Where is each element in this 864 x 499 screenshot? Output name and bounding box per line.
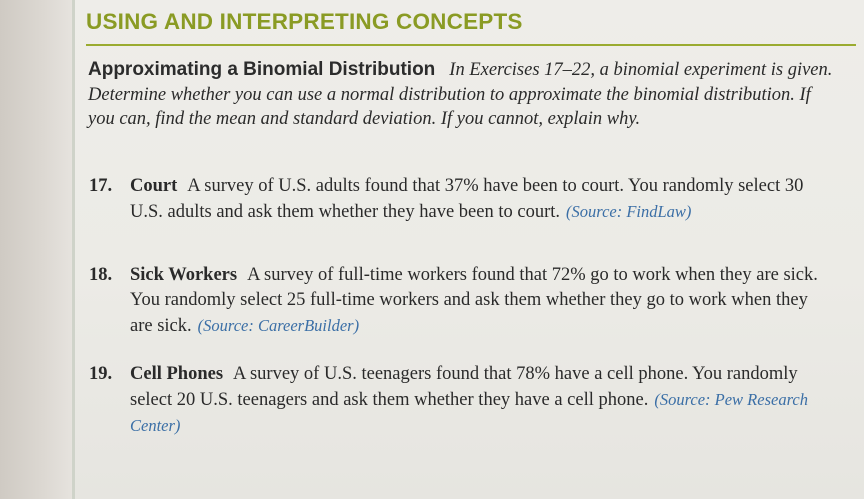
exercise-text: A survey of full-time workers found that 72% go to work when they are sick. You randomly select 25 full-time workers and ask them whether they go to work when they are sick.: [130, 265, 818, 336]
title-divider: [86, 44, 856, 46]
exercise-text: A survey of U.S. teenagers found that 78% have a cell phone. You randomly select 20 U.S. teenagers and ask them whether they have a cell phone.: [130, 364, 798, 410]
exercise-panel: [72, 0, 864, 499]
exercise-item: [89, 263, 829, 339]
exercise-body: [130, 263, 829, 339]
exercise-number: 18.: [89, 265, 113, 285]
exercise-name: Cell Phones: [130, 364, 224, 384]
exercise-source: (Source: Pew Research Center): [130, 390, 808, 435]
exercise-item: [89, 174, 829, 225]
exercise-name: Court: [130, 176, 178, 196]
instructions-heading: Approximating a Binomial Distribution: [88, 59, 436, 80]
instructions-text: In Exercises 17–22, a binomial experiment is given. Determine whether you can use a normal distribution to approximate the binomial distribution. If you can, find the mean and standard deviation. If you cannot, explain why.: [88, 60, 833, 129]
exercise-text: A survey of U.S. adults found that 37% have been to court. You randomly select 30 U.S. adults and ask them whether they have been to court.: [130, 176, 804, 222]
exercise-number: 17.: [89, 176, 113, 196]
exercise-name: Sick Workers: [130, 265, 238, 285]
exercise-source: (Source: FindLaw): [566, 202, 692, 221]
instructions-paragraph: [88, 58, 838, 132]
exercise-body: [130, 174, 829, 225]
facing-page-margin: [0, 0, 72, 499]
section-title: USING AND INTERPRETING CONCEPTS: [86, 9, 523, 34]
exercise-number: 19.: [89, 364, 113, 384]
exercise-item: [89, 362, 829, 439]
exercise-body: [130, 362, 829, 439]
exercise-source: (Source: CareerBuilder): [197, 316, 360, 335]
